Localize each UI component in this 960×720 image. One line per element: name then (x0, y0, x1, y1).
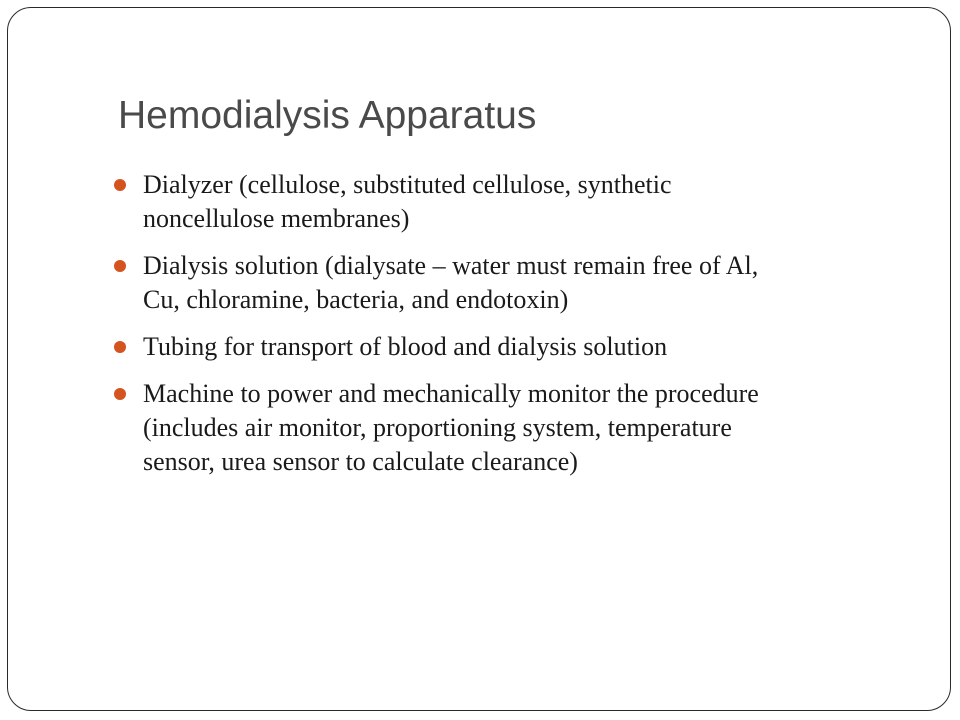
bullet-dot-icon (114, 179, 126, 191)
bullet-item (114, 168, 874, 236)
bullet-text-line: (includes air monitor, proportioning system, temperature (143, 413, 732, 442)
bullet-text-line: sensor, urea sensor to calculate clearance) (143, 447, 578, 476)
bullet-text-line: Dialysis solution (dialysate – water must remain free of Al, (143, 251, 759, 280)
bullet-list (114, 168, 874, 492)
bullet-text-line: noncellulose membranes) (143, 204, 410, 233)
bullet-dot-icon (114, 341, 126, 353)
bullet-item (114, 249, 874, 317)
bullet-text-line: Cu, chloramine, bacteria, and endotoxin) (143, 285, 569, 314)
bullet-item (114, 330, 874, 364)
bullet-text-line: Tubing for transport of blood and dialysis solution (143, 332, 668, 361)
bullet-item (114, 377, 874, 479)
slide-title: Hemodialysis Apparatus (118, 94, 537, 137)
bullet-dot-icon (114, 260, 126, 272)
bullet-text-line: Machine to power and mechanically monitor the procedure (143, 379, 759, 408)
slide-frame (7, 7, 951, 711)
bullet-dot-icon (114, 388, 126, 400)
bullet-text-line: Dialyzer (cellulose, substituted cellulose, synthetic (143, 170, 672, 199)
